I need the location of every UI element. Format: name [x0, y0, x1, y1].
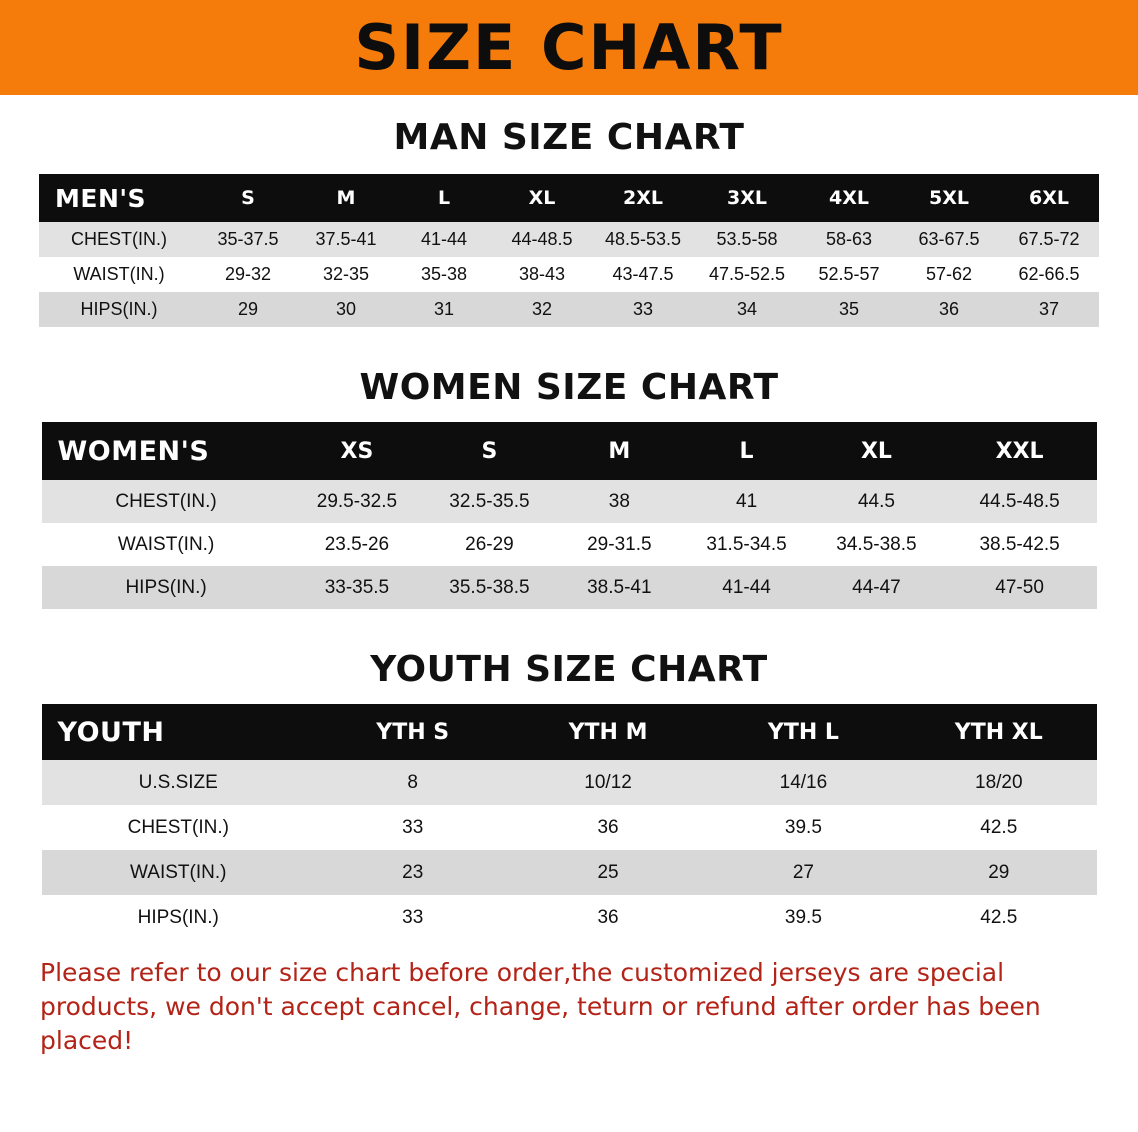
table-header-row [42, 704, 1097, 760]
row-label: HIPS(IN.) [125, 576, 207, 598]
man-section-heading: MAN SIZE CHART [393, 117, 745, 158]
column-header: L [395, 174, 493, 222]
column-header: S [423, 422, 556, 480]
row-label: HIPS(IN.) [137, 906, 219, 928]
column-header: YTH XL [901, 704, 1096, 760]
row-label: HIPS(IN.) [80, 299, 158, 319]
row-label: WAIST(IN.) [130, 861, 227, 883]
cell: 42.5 [980, 906, 1018, 928]
cell: 8 [407, 771, 418, 793]
cell: 34.5-38.5 [836, 533, 917, 555]
cell: 35-38 [420, 264, 468, 284]
column-header: 2XL [591, 174, 695, 222]
cell: 18/20 [975, 771, 1023, 793]
column-header: 4XL [799, 174, 899, 222]
cell: 36 [938, 299, 960, 319]
page-title: SIZE CHART [354, 10, 784, 84]
cell: 29 [988, 861, 1010, 883]
cell: 62-66.5 [1018, 264, 1080, 284]
cell: 41-44 [420, 229, 468, 249]
cell: 36 [597, 906, 619, 928]
cell: 23.5-26 [324, 533, 390, 555]
cell: 32 [531, 299, 553, 319]
cell: 42.5 [980, 816, 1018, 838]
table-row [39, 292, 1099, 327]
cell: 39.5 [784, 816, 822, 838]
cell: 57-62 [925, 264, 973, 284]
cell: 38-43 [518, 264, 566, 284]
youth-size-table [42, 704, 1097, 940]
cell: 44.5-48.5 [979, 490, 1060, 512]
table-row [39, 222, 1099, 257]
cell: 35.5-38.5 [449, 576, 530, 598]
youth-section-heading: YOUTH SIZE CHART [370, 649, 768, 690]
table-row [42, 480, 1097, 523]
table-header-row [42, 422, 1097, 480]
cell: 36 [597, 816, 619, 838]
row-label: CHEST(IN.) [127, 816, 229, 838]
women-section-heading: WOMEN SIZE CHART [359, 367, 779, 408]
cell: 35-37.5 [217, 229, 279, 249]
table-row [39, 257, 1099, 292]
women-size-table [42, 422, 1097, 609]
column-header: YTH S [315, 704, 510, 760]
cell: 44.5 [857, 490, 895, 512]
row-label: WAIST(IN.) [73, 264, 165, 284]
cell: 23 [402, 861, 424, 883]
column-header: YTH M [510, 704, 705, 760]
cell: 41 [736, 490, 758, 512]
disclaimer-note: Please refer to our size chart before order,the customized jerseys are special products, we don't accept cancel, change, teturn or refund after order has been placed! [40, 958, 1041, 1055]
cell: 43-47.5 [612, 264, 674, 284]
cell: 35 [838, 299, 860, 319]
column-header: XS [291, 422, 424, 480]
cell: 31 [433, 299, 455, 319]
cell: 37.5-41 [315, 229, 377, 249]
cell: 32.5-35.5 [449, 490, 530, 512]
cell: 53.5-58 [716, 229, 778, 249]
cell: 29.5-32.5 [316, 490, 398, 512]
row-label: WAIST(IN.) [117, 533, 215, 555]
cell: 10/12 [584, 771, 632, 793]
cell: 52.5-57 [818, 264, 880, 284]
cell: 37 [1038, 299, 1060, 319]
column-header: M [297, 174, 395, 222]
cell: 67.5-72 [1018, 229, 1080, 249]
cell: 32-35 [322, 264, 370, 284]
cell: 48.5-53.5 [604, 229, 682, 249]
cell: 63-67.5 [918, 229, 980, 249]
cell: 47-50 [995, 576, 1044, 598]
cell: 44-48.5 [511, 229, 573, 249]
man-size-table [39, 174, 1099, 327]
cell: 29-32 [224, 264, 272, 284]
cell: 39.5 [784, 906, 822, 928]
cell: 38.5-42.5 [979, 533, 1060, 555]
column-header: MEN'S [39, 174, 199, 222]
table-row [42, 760, 1097, 805]
column-header: 6XL [999, 174, 1099, 222]
row-label: U.S.SIZE [138, 771, 218, 793]
column-header: XL [810, 422, 943, 480]
column-header: XL [493, 174, 591, 222]
table-row [42, 523, 1097, 566]
column-header: XXL [943, 422, 1097, 480]
cell: 41-44 [722, 576, 771, 598]
banner [0, 0, 1138, 95]
cell: 38 [608, 490, 630, 512]
cell: 38.5-41 [587, 576, 652, 598]
cell: 31.5-34.5 [706, 533, 787, 555]
table-row [42, 805, 1097, 850]
cell: 33-35.5 [324, 576, 390, 598]
cell: 29-31.5 [587, 533, 652, 555]
column-header: WOMEN'S [42, 422, 291, 480]
cell: 14/16 [779, 771, 828, 793]
column-header: 5XL [899, 174, 999, 222]
column-header: M [556, 422, 683, 480]
column-header: YOUTH [42, 704, 316, 760]
cell: 33 [632, 299, 654, 319]
cell: 33 [402, 906, 424, 928]
cell: 34 [736, 299, 758, 319]
cell: 29 [237, 299, 259, 319]
row-label: CHEST(IN.) [71, 229, 167, 249]
column-header: YTH L [706, 704, 901, 760]
cell: 58-63 [825, 229, 873, 249]
cell: 25 [597, 861, 619, 883]
table-header-row [39, 174, 1099, 222]
cell: 44-47 [852, 576, 901, 598]
table-row [42, 566, 1097, 609]
column-header: L [683, 422, 810, 480]
cell: 47.5-52.5 [708, 264, 786, 284]
table-row [42, 850, 1097, 895]
table-row [42, 895, 1097, 940]
column-header: 3XL [695, 174, 799, 222]
cell: 30 [335, 299, 357, 319]
cell: 27 [792, 861, 814, 883]
cell: 33 [402, 816, 424, 838]
cell: 26-29 [465, 533, 514, 555]
column-header: S [199, 174, 297, 222]
row-label: CHEST(IN.) [115, 490, 217, 512]
